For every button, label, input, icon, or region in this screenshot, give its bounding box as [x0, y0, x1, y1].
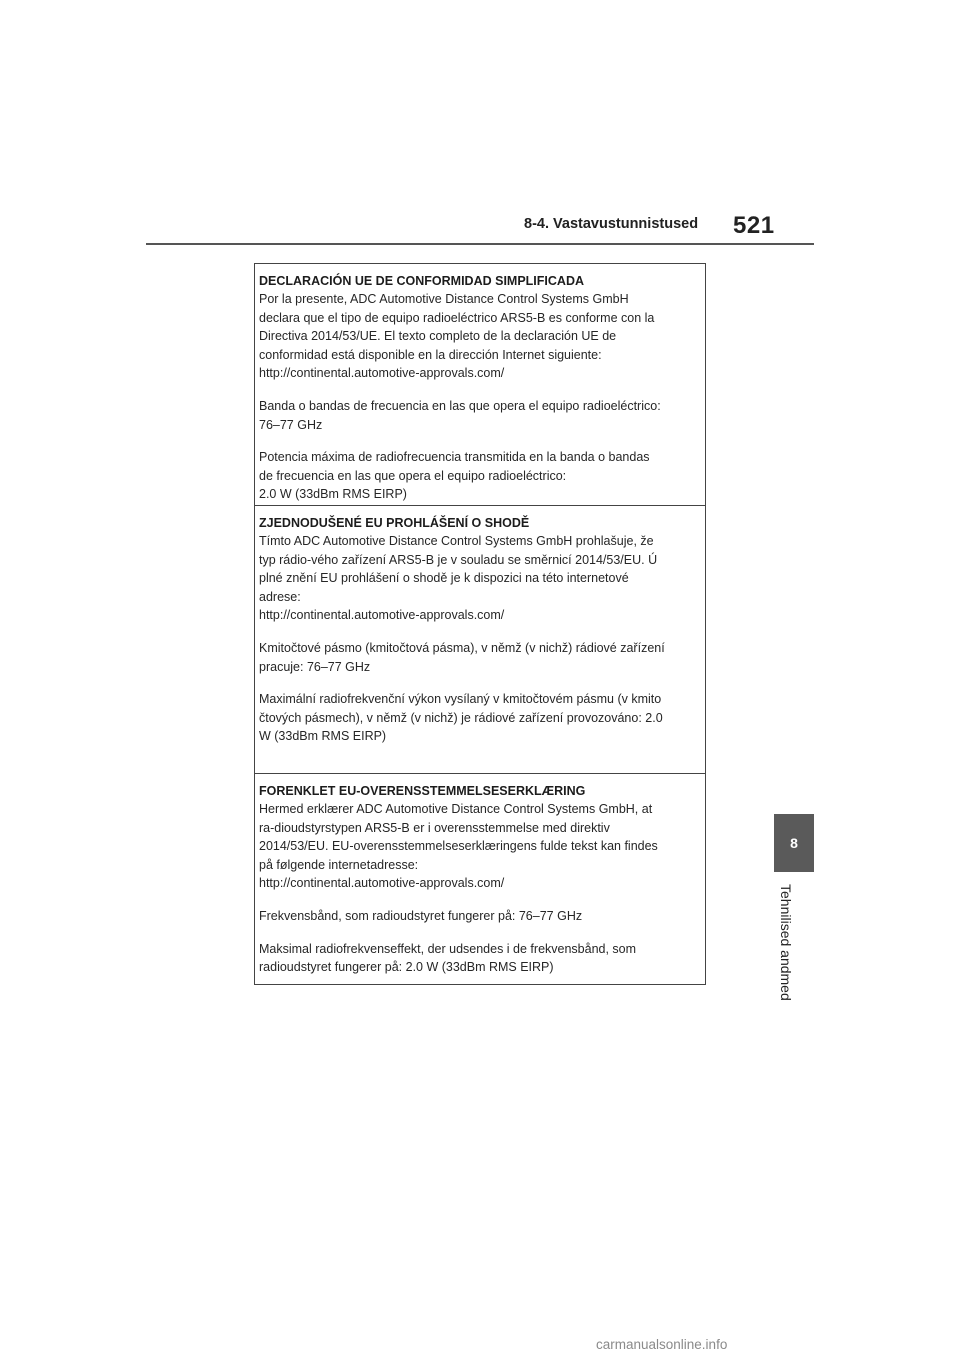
declaration-paragraph: Kmitočtové pásmo (kmitočtová pásma), v němž (v nichž) rádiové zařízení pracuje: 76–77 GHz — [259, 640, 665, 674]
section-title: 8-4. Vastavustunnistused — [524, 216, 699, 232]
header-divider — [146, 243, 814, 245]
declaration-paragraph: Maksimal radiofrekvenseffekt, der udsendes i de frekvensbånd, som radioudstyret fungerer på: 2.0 W (33dBm RMS EIRP) — [259, 941, 637, 975]
declaration-paragraph: Maximální radiofrekvenční výkon vysílaný v kmitočtovém pásmu (v kmito čtových pásmech), v němž (v nichž) je rádiové zařízení provozováno: 2.0 W (33dBm RMS EIRP) — [259, 692, 663, 744]
declaration-title: FORENKLET EU-OVERENSSTEMMELSESERKLÆRING — [259, 784, 586, 798]
declaration-spanish — [254, 263, 706, 505]
chapter-number: 8 — [790, 835, 798, 851]
declaration-danish — [254, 773, 706, 985]
declaration-title: DECLARACIÓN UE DE CONFORMIDAD SIMPLIFICADA — [259, 274, 584, 288]
chapter-label: Tehnilised andmed — [778, 884, 794, 1001]
declaration-paragraph: Potencia máxima de radiofrecuencia transmitida en la banda o bandas de frecuencia en las que opera el equipo radioeléctrico: 2.0 W (33dBm RMS EIRP) — [259, 450, 650, 502]
declaration-paragraph: Hermed erklærer ADC Automotive Distance Control Systems GmbH, at ra-dioudstyrstypen ARS5-B er i overensstemmelse med direktiv 2014/53/EU. EU-overensstemmelseserklæringens fulde tekst kan findes på følgende internetadresse: http://continental.automotive-approvals.com/ — [259, 802, 658, 891]
declaration-paragraph: Por la presente, ADC Automotive Distance Control Systems GmbH declara que el tipo de equipo radioeléctrico ARS5-B es conforme con la Directiva 2014/53/UE. El texto completo de la declaración UE de conformidad está disponible en la dirección Internet siguiente: http://continental.automotive-approvals.com/ — [259, 292, 655, 381]
declaration-paragraph: Frekvensbånd, som radioudstyret fungerer på: 76–77 GHz — [259, 908, 583, 923]
page-number: 521 — [733, 212, 775, 239]
declaration-czech — [254, 505, 706, 773]
footer-watermark: carmanualsonline.info — [596, 1337, 728, 1352]
declaration-title: ZJEDNODUŠENÉ EU PROHLÁŠENÍ O SHODĚ — [259, 516, 530, 530]
chapter-tab[interactable] — [774, 814, 814, 872]
declaration-paragraph: Banda o bandas de frecuencia en las que opera el equipo radioeléctrico: 76–77 GHz — [259, 398, 661, 432]
declaration-paragraph: Tímto ADC Automotive Distance Control Systems GmbH prohlašuje, že typ rádio-vého zařízení ARS5-B je v souladu se směrnicí 2014/53/EU. Ú plné znění EU prohlášení o shodě je k dispozici na této internetové adrese: http://continental.automotive-approvals.com/ — [259, 534, 658, 623]
